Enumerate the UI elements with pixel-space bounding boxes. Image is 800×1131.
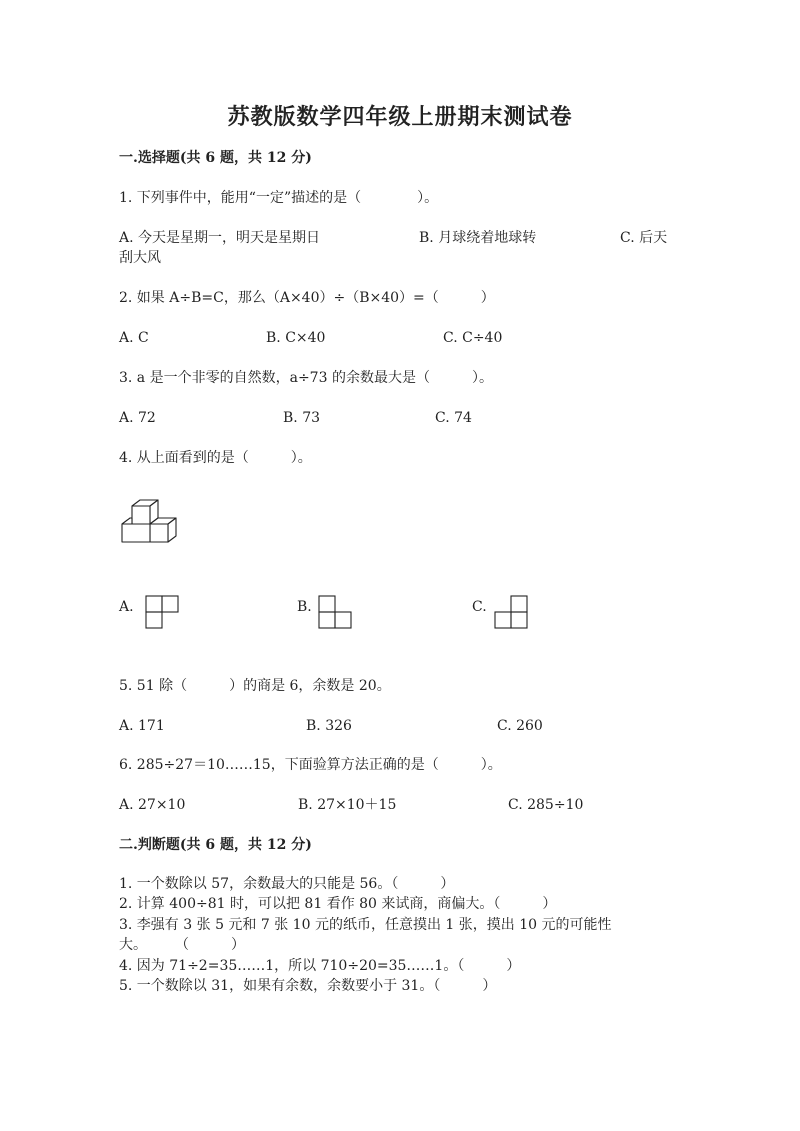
question-3-option-a: A. 72 <box>119 410 156 426</box>
question-3-option-c: C. 74 <box>435 410 472 426</box>
question-1-option-c: C. 后天 <box>620 230 668 246</box>
question-5-option-b: B. 326 <box>306 718 352 734</box>
page-title: 苏教版数学四年级上册期末测试卷 <box>227 104 573 130</box>
judgment-item: 5. 一个数除以 31，如果有余数，余数要小于 31。（ ） <box>119 978 497 994</box>
question-6-option-a: A. 27×10 <box>119 797 186 813</box>
judgment-item: 3. 李强有 3 张 5 元和 7 张 10 元的纸币，任意摸出 1 张，摸出 10 元的可能性 <box>119 917 612 933</box>
question-2-stem: 2. 如果 A÷B=C，那么（A×40）÷（B×40）=（ ） <box>119 290 495 306</box>
section-heading-choice: 一.选择题(共 6 题，共 12 分) <box>119 150 312 166</box>
question-5-option-c: C. 260 <box>497 718 543 734</box>
question-6-stem: 6. 285÷27＝10……15，下面验算方法正确的是（ ）。 <box>119 757 502 773</box>
question-3-option-b: B. 73 <box>283 410 321 426</box>
question-4-stem: 4. 从上面看到的是（ ）。 <box>119 450 312 466</box>
cube-stack-figure <box>118 496 188 548</box>
top-view-figure-b <box>318 595 352 629</box>
judgment-item: 4. 因为 71÷2=35……1，所以 710÷20=35……1。（ ） <box>119 958 521 974</box>
question-6-option-b: B. 27×10＋15 <box>298 797 397 813</box>
section-heading-judgment: 二.判断题(共 6 题，共 12 分) <box>119 837 312 853</box>
question-4-option-b: B. <box>297 599 312 615</box>
question-6-option-c: C. 285÷10 <box>508 797 584 813</box>
question-5-stem: 5. 51 除（ ）的商是 6，余数是 20。 <box>119 678 391 694</box>
question-4-option-c: C. <box>472 599 487 615</box>
question-1-stem: 1. 下列事件中，能用“一定”描述的是（ ）。 <box>119 190 439 206</box>
top-view-figure-a <box>145 595 179 629</box>
question-1-option-c-continued: 刮大风 <box>119 250 161 266</box>
question-2-option-c: C. C÷40 <box>443 330 503 346</box>
question-3-stem: 3. a 是一个非零的自然数，a÷73 的余数最大是（ ）。 <box>119 370 493 386</box>
top-view-figure-c <box>494 595 528 629</box>
question-2-option-a: A. C <box>119 330 149 346</box>
judgment-item-continued: 大。 （ ） <box>119 937 245 953</box>
question-1-option-b: B. 月球绕着地球转 <box>419 230 537 246</box>
question-1-option-a: A. 今天是星期一，明天是星期日 <box>119 230 321 246</box>
question-2-option-b: B. C×40 <box>266 330 326 346</box>
judgment-item: 1. 一个数除以 57，余数最大的只能是 56。（ ） <box>119 876 455 892</box>
question-4-option-a: A. <box>119 599 134 615</box>
question-5-option-a: A. 171 <box>119 718 165 734</box>
judgment-item: 2. 计算 400÷81 时，可以把 81 看作 80 来试商，商偏大。（ ） <box>119 896 557 912</box>
